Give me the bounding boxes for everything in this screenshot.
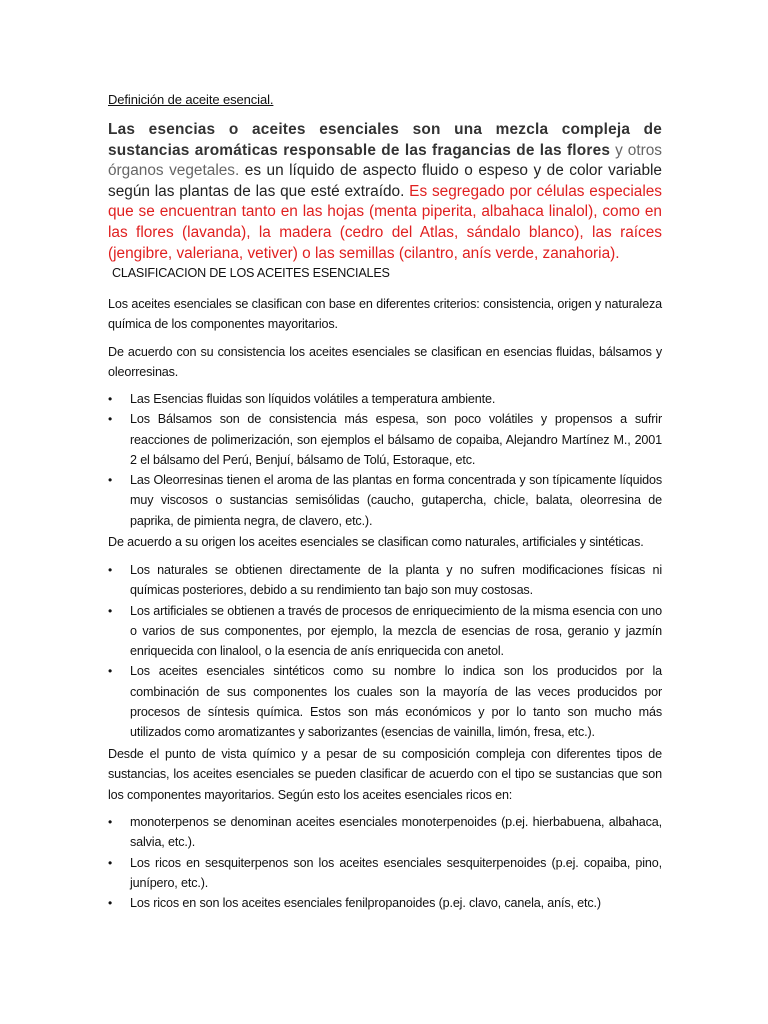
- bullet-icon: •: [108, 473, 113, 488]
- list-item-text: Los ricos en sesquiterpenos son los aceites esenciales sesquiterpenoides (p.ej. copaiba, pino, junípero, etc.).: [130, 855, 662, 890]
- list-item: [108, 853, 662, 894]
- list-item: [108, 560, 662, 601]
- list-item-text: Los artificiales se obtienen a través de procesos de enriquecimiento de la misma esencia con uno o varios de sus componentes, por ejemplo, la mezcla de esencias de rosa, geranio y jazmín enriquecida con linalool, o la esencia de anís enriquecida con anetol.: [130, 603, 662, 659]
- bullet-icon: •: [108, 664, 113, 679]
- chemical-list: [108, 812, 662, 913]
- intro-red-text: Es segregado por células especiales que se encuentran tanto en las hojas (menta piperita, albahaca linalol), como en las flores (lavanda), la madera (cedro del Atlas, sándalo blanco), las raíces (jengibre, valeriana, vetiver) o las semillas (cilantro, anís verde, zanahoria).: [108, 182, 663, 262]
- list-item-text: Los naturales se obtienen directamente de la planta y no sufren modificaciones físicas ni químicas posteriores, debido a su rendimiento tan bajo son muy costosas.: [130, 563, 662, 598]
- bullet-icon: •: [108, 563, 113, 577]
- list-item-text: Las Esencias fluidas son líquidos volátiles a temperatura ambiente.: [130, 392, 496, 406]
- list-item-text: monoterpenos se denominan aceites esenciales monoterpenoides (p.ej. hierbabuena, albahaca, salvia, etc.).: [130, 815, 662, 850]
- consistency-list: [108, 389, 662, 531]
- list-item: [108, 470, 662, 531]
- list-item-text: Los aceites esenciales sintéticos como su nombre lo indica son los producidos por la combinación de sus componentes los cuales son la mayoría de las veces producidos por procesos de síntesis química. Estos son más económicos y por lo tanto son mucho más utilizados como aromatizantes y saborizantes (esencias de vainilla, limón, fresa, etc.).: [130, 664, 662, 740]
- list-item: [108, 601, 662, 662]
- bullet-icon: •: [108, 603, 113, 618]
- consistency-paragraph: De acuerdo con su consistencia los aceites esenciales se clasifican en esencias fluidas, bálsamos y oleorresinas.: [108, 345, 662, 380]
- bullet-icon: •: [108, 855, 113, 870]
- list-item-text: Las Oleorresinas tienen el aroma de las plantas en forma concentrada y son típicamente líquidos muy viscosos o sustancias semisólidas (caucho, gutapercha, chicle, balata, oleorresina de paprika, de pimienta negra, de clavero, etc.).: [130, 473, 662, 528]
- chemical-paragraph: Desde el punto de vista químico y a pesar de su composición compleja con diferentes tipos de sustancias, los aceites esenciales se pueden clasificar de acuerdo con el tipo se sustancias que son los componentes mayoritarios. Según esto los aceites esenciales ricos en:: [108, 747, 662, 802]
- bullet-icon: •: [108, 815, 113, 829]
- bullet-icon: •: [108, 392, 113, 406]
- section-title: CLASIFICACION DE LOS ACEITES ESENCIALES: [112, 266, 390, 280]
- intro-bold-text: Las esencias o aceites esenciales son una mezcla compleja de sustancias aromáticas responsable de las fragancias de las flores: [108, 121, 662, 159]
- intro-gray-text: y otros órganos vegetales.: [108, 141, 662, 180]
- criteria-paragraph: Los aceites esenciales se clasifican con base en diferentes criterios: consistencia, origen y naturaleza química de los componentes mayoritarios.: [108, 297, 662, 332]
- bullet-icon: •: [108, 896, 113, 911]
- bullet-icon: •: [108, 412, 113, 427]
- list-item: [108, 661, 662, 742]
- origin-list: [108, 560, 662, 743]
- list-item: [108, 893, 662, 913]
- list-item-text: Los ricos en son los aceites esenciales fenilpropanoides (p.ej. clavo, canela, anís, etc.): [130, 896, 601, 911]
- origin-paragraph: De acuerdo a su origen los aceites esenciales se clasifican como naturales, artificiales y sintéticas.: [108, 535, 644, 549]
- list-item-text: Los Bálsamos son de consistencia más espesa, son poco volátiles y propensos a sufrir reacciones de polimerización, son ejemplos el bálsamo de copaiba, Alejandro Martínez M., 2001 2 el bálsamo del Perú, Benjuí, bálsamo de Tolú, Estoraque, etc.: [130, 412, 662, 467]
- list-item: [108, 812, 662, 853]
- list-item: [108, 389, 662, 409]
- intro-black-text: es un líquido de aspecto fluido o espeso y de color variable según las plantas de las que esté extraído.: [108, 162, 662, 200]
- list-item: [108, 409, 662, 470]
- intro-paragraph: [108, 120, 662, 264]
- document-title: Definición de aceite esencial.: [108, 92, 274, 107]
